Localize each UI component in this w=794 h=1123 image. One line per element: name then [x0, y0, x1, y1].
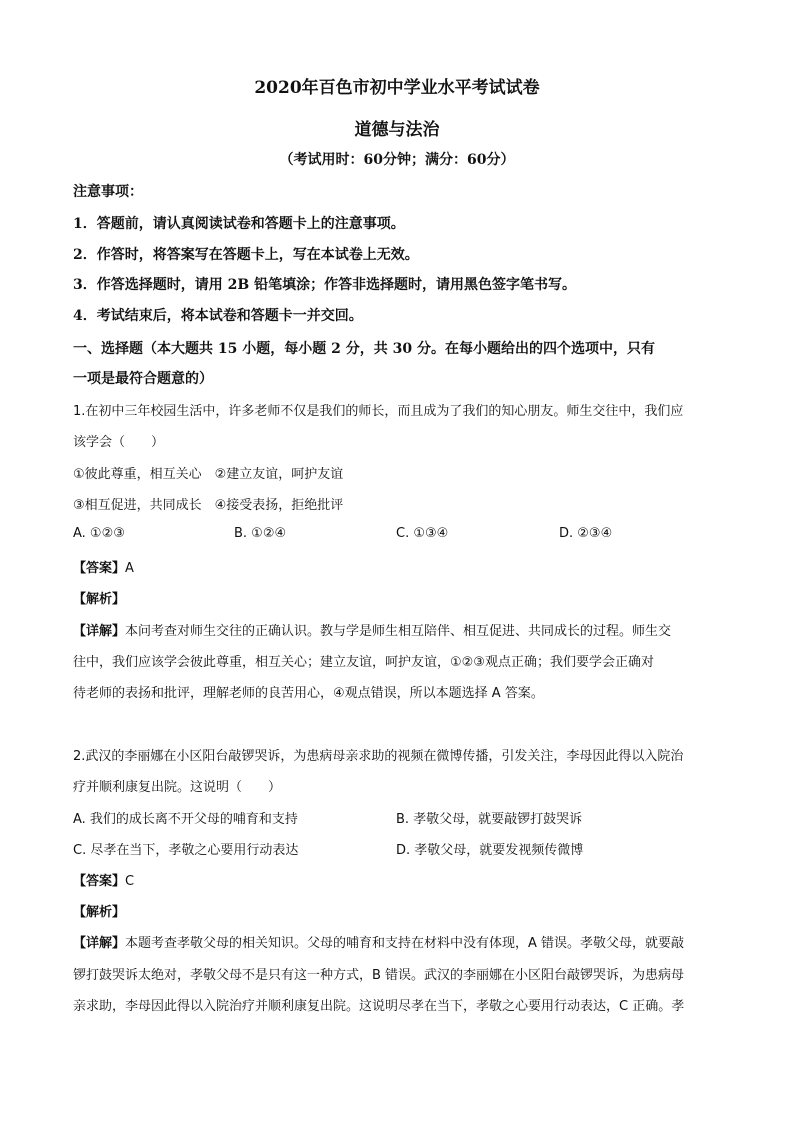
analysis-tag: 【解析】	[73, 592, 126, 607]
q2-option-b: B. 孝敬父母，就要敲锣打鼓哭诉	[396, 812, 583, 827]
exam-title: 2020年百色市初中学业水平考试试卷	[254, 78, 540, 98]
answer-tag: 【答案】	[73, 561, 126, 576]
exam-info: （考试用时：60分钟；满分：60分）	[279, 152, 515, 168]
note-item: 4．考试结束后，将本试卷和答题卡一并交回。	[73, 308, 363, 324]
detail-tag: 【详解】	[73, 936, 126, 951]
q1-detail-cont: 待老师的表扬和批评，理解老师的良苦用心，④观点错误，所以本题选择 A 答案。	[73, 686, 544, 701]
q1-statements-cont: ③相互促进，共同成长 ④接受表扬，拒绝批评	[73, 498, 344, 513]
section-heading-cont: 一项是最符合题意的）	[73, 371, 213, 387]
subject-title: 道德与法治	[354, 120, 440, 140]
q2-option-d: D. 孝敬父母，就要发视频传微博	[396, 843, 584, 858]
q2-detail-cont: 锣打鼓哭诉太绝对，孝敬父母不是只有这一种方式，B 错误。武汉的李丽娜在小区阳台敲锣哭诉，为患病母	[73, 968, 685, 983]
section-heading: 一、选择题（本大题共 15 小题，每小题 2 分，共 30 分。在每小题给出的四个选项中，只有	[73, 341, 655, 357]
answer-tag: 【答案】	[73, 874, 126, 889]
detail-text: 本题考查孝敬父母的相关知识。父母的哺育和支持在材料中没有体现，A 错误。孝敬父母，就要敲	[125, 936, 685, 951]
detail-text: 本问考查对师生交往的正确认识。教与学是师生相互陪伴、相互促进、共同成长的过程。师生交	[125, 624, 672, 639]
answer-value: C	[125, 874, 135, 889]
q1-answer	[73, 557, 134, 576]
note-item: 2．作答时，将答案写在答题卡上，写在本试卷上无效。	[73, 247, 419, 263]
q2-answer	[73, 870, 134, 889]
q1-option-d: D. ②③④	[559, 526, 613, 541]
q1-detail	[73, 620, 671, 639]
q1-stem-cont: 该学会（ ）	[73, 435, 165, 450]
note-item: 3．作答选择题时，请用 2B 铅笔填涂；作答非选择题时，请用黑色签字笔书写。	[73, 277, 577, 293]
detail-tag: 【详解】	[73, 624, 126, 639]
q1-detail-cont: 往中，我们应该学会彼此尊重，相互关心；建立友谊，呵护友谊，①②③观点正确；我们要学会正确对	[73, 655, 654, 670]
q2-analysis	[73, 901, 125, 920]
q1-stem: 1.在初中三年校园生活中，许多老师不仅是我们的师长，而且成为了我们的知心朋友。师生交往中，我们应	[73, 404, 684, 419]
q1-statements: ①彼此尊重，相互关心 ②建立友谊，呵护友谊	[73, 467, 344, 482]
q1-analysis	[73, 588, 125, 607]
q2-option-a: A. 我们的成长离不开父母的哺育和支持	[73, 812, 298, 827]
q1-option-b: B. ①②④	[234, 526, 287, 541]
note-item: 1．答题前，请认真阅读试卷和答题卡上的注意事项。	[73, 216, 405, 232]
q1-option-c: C. ①③④	[396, 526, 449, 541]
q2-stem: 2.武汉的李丽娜在小区阳台敲锣哭诉，为患病母亲求助的视频在微博传播，引发关注，李母因此得以入院治	[73, 749, 684, 764]
analysis-tag: 【解析】	[73, 905, 126, 920]
answer-value: A	[125, 561, 134, 576]
q1-option-a: A. ①②③	[73, 526, 125, 541]
q2-stem-cont: 疗并顺利康复出院。这说明（ ）	[73, 780, 282, 795]
notes-heading: 注意事项：	[73, 184, 143, 200]
q2-option-c: C. 尽孝在当下，孝敬之心要用行动表达	[73, 843, 299, 858]
q2-detail-cont: 亲求助，李母因此得以入院治疗并顺利康复出院。这说明尽孝在当下，孝敬之心要用行动表达，C 正确。孝	[73, 999, 685, 1014]
q2-detail	[73, 932, 684, 951]
